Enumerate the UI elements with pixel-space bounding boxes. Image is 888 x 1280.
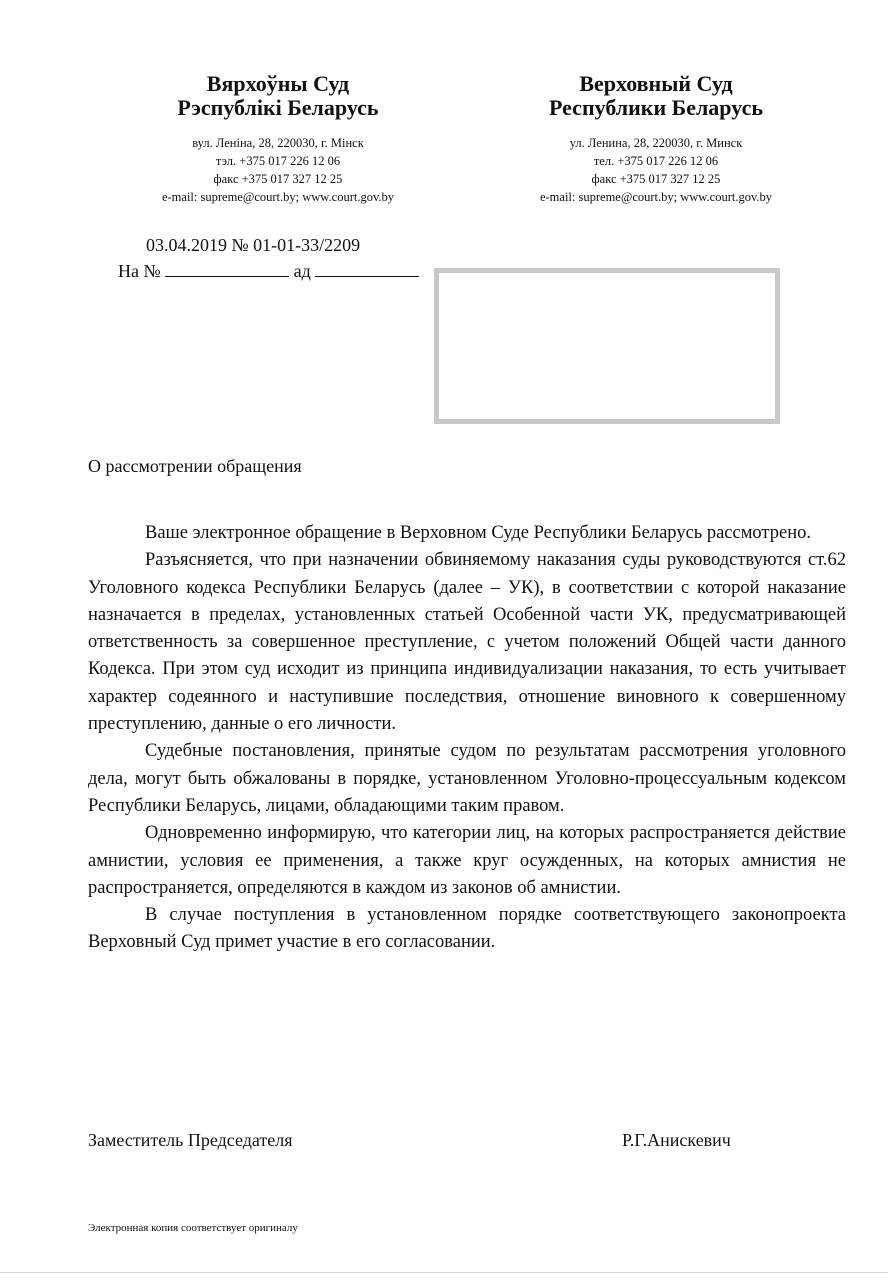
header-belarusian (108, 72, 448, 206)
body-paragraph: Судебные постановления, принятые судом по результатам рассмотрения уголовного дела, могут быть обжалованы в порядке, установленном Уголовно-процессуальным кодексом Республики Беларусь, лицами, обладающими таким правом. (88, 741, 846, 816)
email-ru: e-mail: supreme@court.by; www.court.gov.by (539, 190, 773, 204)
header-russian (476, 72, 836, 206)
from-label: ад (293, 261, 311, 281)
redacted-addressee-box (434, 268, 780, 424)
address-ru: ул. Ленина, 28, 220030, г. Минск (569, 136, 743, 150)
letter-subject: О рассмотрении обращения (88, 456, 302, 476)
reference-line (118, 260, 419, 282)
court-name-line1-ru: Верховный Суд (579, 71, 733, 96)
court-name-line2-ru: Республики Беларусь (549, 95, 763, 120)
letter-body (88, 520, 846, 957)
address-be: вул. Леніна, 28, 220030, г. Мінск (192, 136, 364, 150)
reference-date-blank (315, 260, 419, 277)
reference-number-blank (165, 260, 289, 277)
body-paragraph: В случае поступления в установленном порядке соответствующего законопроекта Верховный Суд примет участие в его согласовании. (88, 905, 846, 953)
email-be: e-mail: supreme@court.by; www.court.gov.by (161, 190, 395, 204)
body-paragraph: Разъясняется, что при назначении обвиняемому наказания суды руководствуются ст.62 Уголовного кодекса Республики Беларусь (далее – УК), в соответствии с которой наказание назначается в пределах, установленных статьей Особенной части УК, предусматривающей ответственность за совершенное преступление, с учетом положений Общей части данного Кодекса. При этом суд исходит из принципа индивидуализации наказания, то есть учитывает характер содеянного и наступившие последствия, отношение виновного к совершенному преступлению, данные о его личности. (88, 550, 846, 735)
court-name-line1-be: Вярхоўны Суд (206, 71, 350, 96)
court-name-line2-be: Рэспублікі Беларусь (177, 95, 379, 120)
fax-be: факс +375 017 327 12 25 (213, 172, 343, 186)
page-bottom-divider (0, 1272, 888, 1273)
electronic-copy-note: Электронная копия соответствует оригиналу (88, 1222, 298, 1234)
phone-ru: тел. +375 017 226 12 06 (593, 154, 719, 168)
signatory-title: Заместитель Председателя (88, 1130, 293, 1150)
signatory-name: Р.Г.Анискевич (622, 1130, 731, 1150)
fax-ru: факс +375 017 327 12 25 (591, 172, 721, 186)
body-paragraph: Одновременно информирую, что категории лиц, на которых распространяется действие амнистии, условия ее применения, а также круг осужденных, на которых амнистия не распространяется, определяются в каждом из законов об амнистии. (88, 823, 846, 898)
body-paragraph: Ваше электронное обращение в Верховном Суде Республики Беларусь рассмотрено. (145, 523, 811, 543)
phone-be: тэл. +375 017 226 12 06 (215, 154, 341, 168)
on-number-label: На № (118, 261, 161, 281)
date-number: 03.04.2019 № 01-01-33/2209 (146, 235, 361, 255)
